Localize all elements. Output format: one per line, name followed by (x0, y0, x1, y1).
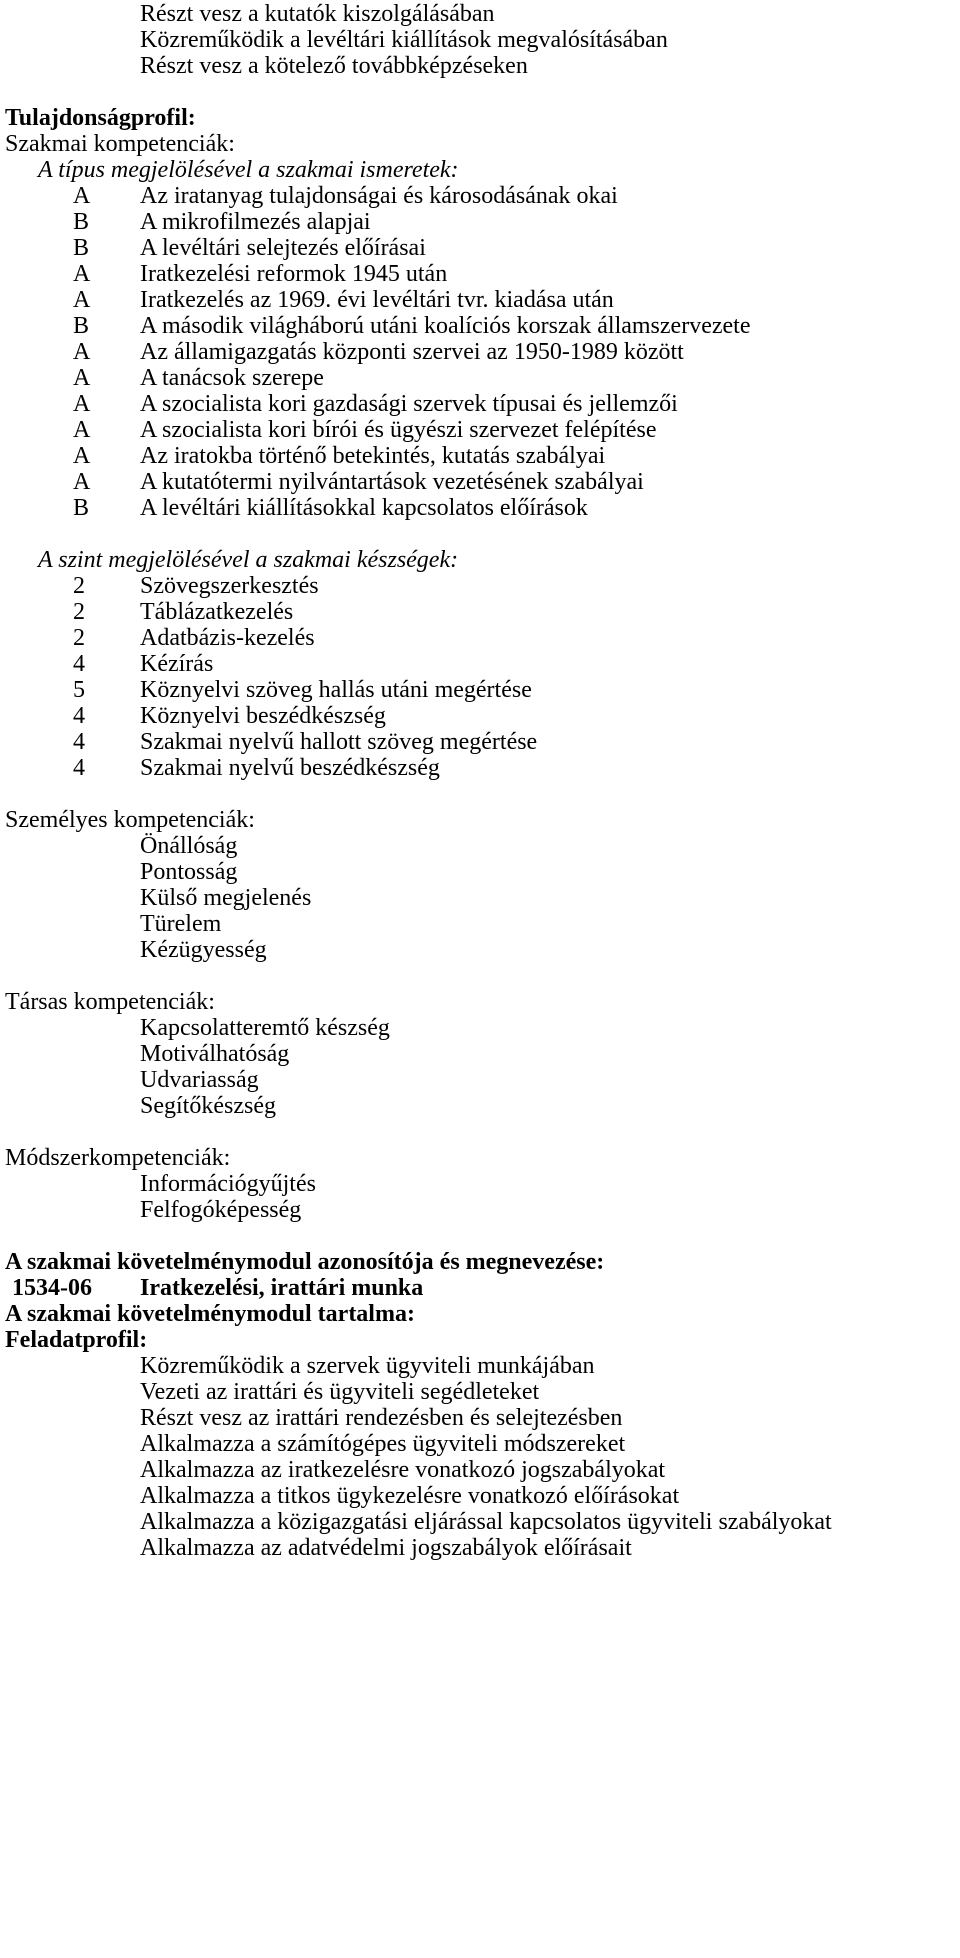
knowledge-type: A (73, 443, 91, 469)
module-content-heading: A szakmai követelménymodul tartalma: (5, 1301, 415, 1327)
list-item: Pontosság (140, 859, 238, 885)
knowledge-text: A mikrofilmezés alapjai (140, 209, 371, 235)
skill-level: 2 (73, 573, 85, 599)
task-item: Közreműködik a levéltári kiállítások megvalósításában (140, 27, 668, 53)
list-item: Kapcsolatteremtő készség (140, 1015, 390, 1041)
method-competencies-heading: Módszerkompetenciák: (5, 1145, 231, 1171)
knowledge-text: A szocialista kori bírói és ügyészi szervezet felépítése (140, 417, 657, 443)
list-item: Felfogóképesség (140, 1197, 302, 1223)
knowledge-text: A levéltári selejtezés előírásai (140, 235, 426, 261)
knowledge-type: A (73, 469, 91, 495)
task-item: Alkalmazza az adatvédelmi jogszabályok előírásait (140, 1535, 632, 1561)
task-item: Alkalmazza a közigazgatási eljárással kapcsolatos ügyviteli szabályokat (140, 1509, 832, 1535)
skill-text: Köznyelvi szöveg hallás utáni megértése (140, 677, 532, 703)
knowledge-text: Az iratanyag tulajdonságai és károsodásának okai (140, 183, 618, 209)
section-heading: Tulajdonságprofil: (5, 105, 196, 131)
knowledge-type: A (73, 365, 91, 391)
list-item: Motiválhatóság (140, 1041, 290, 1067)
skills-heading: A szint megjelölésével a szakmai készségek: (38, 547, 459, 573)
skill-text: Táblázatkezelés (140, 599, 294, 625)
knowledge-type: A (73, 339, 91, 365)
list-item: Kézügyesség (140, 937, 267, 963)
subsection-heading: Szakmai kompetenciák: (5, 131, 235, 157)
skill-text: Szakmai nyelvű beszédkészség (140, 755, 440, 781)
task-profile-heading: Feladatprofil: (5, 1327, 148, 1353)
knowledge-heading: A típus megjelölésével a szakmai ismeretek: (38, 157, 459, 183)
knowledge-type: A (73, 417, 91, 443)
task-item: Alkalmazza az iratkezelésre vonatkozó jogszabályokat (140, 1457, 666, 1483)
task-item: Közreműködik a szervek ügyviteli munkájában (140, 1353, 595, 1379)
knowledge-text: A levéltári kiállításokkal kapcsolatos előírások (140, 495, 588, 521)
personal-competencies-heading: Személyes kompetenciák: (5, 807, 255, 833)
list-item: Türelem (140, 911, 222, 937)
task-item: Részt vesz a kötelező továbbképzéseken (140, 53, 528, 79)
knowledge-text: Iratkezelés az 1969. évi levéltári tvr. kiadása után (140, 287, 614, 313)
list-item: Önállóság (140, 833, 238, 859)
knowledge-type: B (73, 209, 90, 235)
skill-level: 4 (73, 651, 85, 677)
module-name: Iratkezelési, irattári munka (140, 1275, 424, 1301)
list-item: Külső megjelenés (140, 885, 312, 911)
knowledge-text: A második világháború utáni koalíciós korszak államszervezete (140, 313, 751, 339)
task-item: Alkalmazza a számítógépes ügyviteli módszereket (140, 1431, 626, 1457)
knowledge-text: Iratkezelési reformok 1945 után (140, 261, 448, 287)
list-item: Segítőkészség (140, 1093, 276, 1119)
knowledge-type: A (73, 183, 91, 209)
skill-text: Kézírás (140, 651, 214, 677)
knowledge-text: A szocialista kori gazdasági szervek típusai és jellemzői (140, 391, 678, 417)
task-item: Részt vesz az irattári rendezésben és selejtezésben (140, 1405, 623, 1431)
knowledge-text: A kutatótermi nyilvántartások vezetésének szabályai (140, 469, 644, 495)
skill-level: 4 (73, 729, 85, 755)
knowledge-type: B (73, 313, 90, 339)
module-code: 1534-06 (12, 1275, 92, 1301)
task-item: Részt vesz a kutatók kiszolgálásában (140, 1, 495, 27)
knowledge-text: Az államigazgatás központi szervei az 1950-1989 között (140, 339, 684, 365)
skill-text: Szövegszerkesztés (140, 573, 319, 599)
module-id-heading: A szakmai követelménymodul azonosítója és megnevezése: (5, 1249, 605, 1275)
list-item: Információgyűjtés (140, 1171, 316, 1197)
knowledge-type: A (73, 261, 91, 287)
knowledge-type: A (73, 287, 91, 313)
skill-level: 4 (73, 755, 85, 781)
knowledge-type: A (73, 391, 91, 417)
skill-level: 2 (73, 599, 85, 625)
social-competencies-heading: Társas kompetenciák: (5, 989, 215, 1015)
knowledge-text: Az iratokba történő betekintés, kutatás szabályai (140, 443, 606, 469)
knowledge-text: A tanácsok szerepe (140, 365, 324, 391)
task-item: Alkalmazza a titkos ügykezelésre vonatkozó előírásokat (140, 1483, 680, 1509)
skill-level: 2 (73, 625, 85, 651)
task-item: Vezeti az irattári és ügyviteli segédleteket (140, 1379, 540, 1405)
skill-text: Adatbázis-kezelés (140, 625, 315, 651)
knowledge-type: B (73, 495, 90, 521)
list-item: Udvariasság (140, 1067, 259, 1093)
skill-text: Szakmai nyelvű hallott szöveg megértése (140, 729, 538, 755)
knowledge-type: B (73, 235, 90, 261)
skill-level: 4 (73, 703, 85, 729)
skill-level: 5 (73, 677, 85, 703)
skill-text: Köznyelvi beszédkészség (140, 703, 386, 729)
